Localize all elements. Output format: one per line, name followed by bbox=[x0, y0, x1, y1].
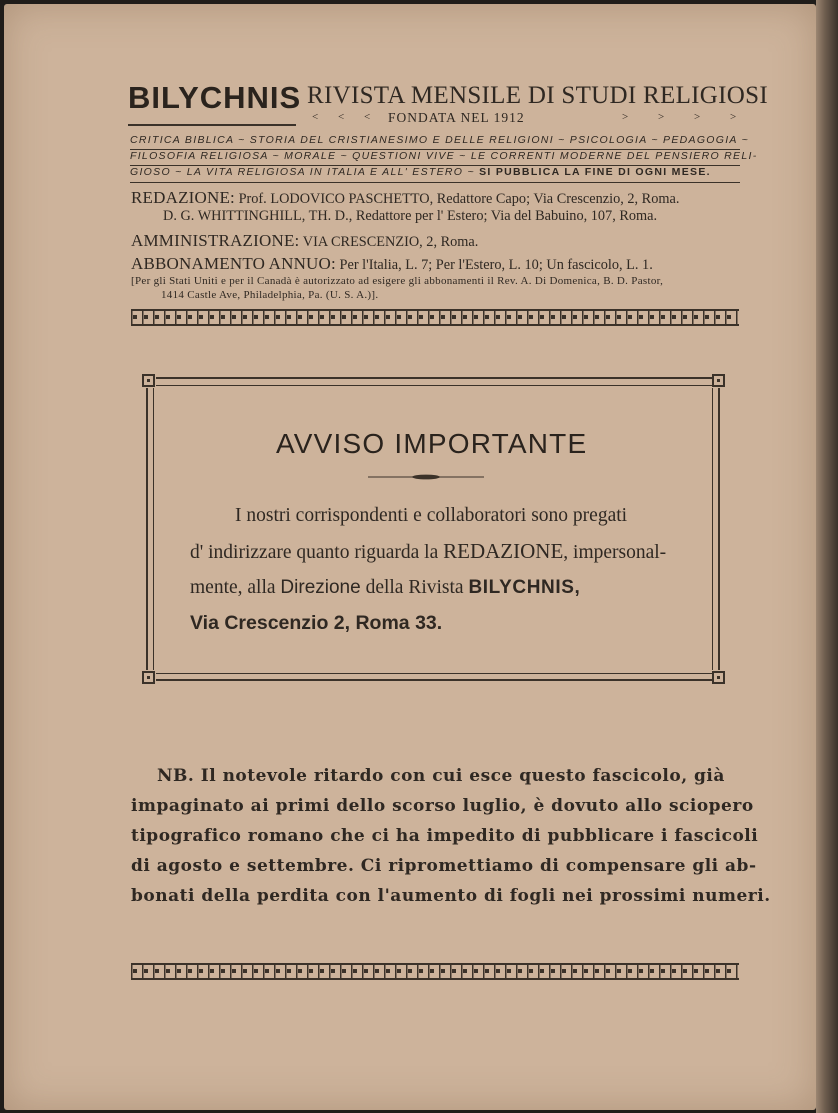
arrow-right-icon: > bbox=[658, 111, 665, 123]
nb-line-4: di agosto e settembre. Ci ripromettiamo di compensare gli ab- bbox=[131, 856, 757, 876]
notice-line-2 bbox=[190, 539, 666, 564]
topics-line-1: CRITICA BIBLICA ~ STORIA DEL CRISTIANESIMO E DELLE RELIGIONI ~ PSICOLOGIA ~ PEDAGOGIA ~ bbox=[130, 134, 749, 146]
subscription-note-1: [Per gli Stati Uniti e per il Canadà è autorizzato ad esigere gli abbonamenti il Rev. A. Di Domenica, B. D. Pastor, bbox=[131, 275, 664, 287]
abbonamento-label: ABBONAMENTO ANNUO: bbox=[131, 254, 336, 273]
notice-line-2-text: d' indirizzare quanto riguarda la bbox=[190, 542, 444, 563]
notice-line-3-mid: della Rivista bbox=[360, 577, 469, 598]
arrow-left-icon: < bbox=[338, 111, 345, 123]
publication-schedule: SI PUBBLICA LA FINE DI OGNI MESE. bbox=[479, 166, 711, 178]
arrow-right-icon: > bbox=[730, 111, 737, 123]
notice-title: AVVISO IMPORTANTE bbox=[276, 428, 588, 459]
redazione-line-1 bbox=[131, 188, 679, 208]
notice-line-3 bbox=[190, 577, 580, 599]
masthead-underline bbox=[128, 124, 296, 126]
amministrazione-label: AMMINISTRAZIONE: bbox=[131, 231, 300, 250]
redazione-label: REDAZIONE: bbox=[131, 188, 235, 207]
redazione-line-2: D. G. WHITTINGHILL, TH. D., Redattore per l' Estero; Via del Babuino, 107, Roma. bbox=[163, 208, 658, 224]
nb-line-3: tipografico romano che ci ha impedito di pubblicare i fascicoli bbox=[131, 826, 759, 846]
direzione-word: Direzione bbox=[280, 577, 361, 598]
abbonamento-text: Per l'Italia, L. 7; Per l'Estero, L. 10; Un fascicolo, L. 1. bbox=[339, 257, 653, 273]
ornament-divider bbox=[368, 474, 484, 480]
topics-line-3-italic: GIOSO ~ LA VITA RELIGIOSA IN ITALIA E ALL' ESTERO ~ bbox=[130, 166, 480, 178]
decorative-border-bottom bbox=[131, 963, 739, 980]
topics-line-2: FILOSOFIA RELIGIOSA ~ MORALE ~ QUESTIONI VIVE ~ LE CORRENTI MODERNE DEL PENSIERO RELI- bbox=[130, 150, 758, 162]
divider bbox=[130, 182, 740, 183]
arrow-right-icon: > bbox=[622, 111, 629, 123]
notice-address: Via Crescenzio 2, Roma 33. bbox=[190, 612, 443, 634]
notice-line-3-text: mente, alla bbox=[190, 577, 281, 598]
nb-line-1: NB. Il notevole ritardo con cui esce questo fascicolo, già bbox=[157, 766, 725, 786]
nb-line-2: impaginato ai primi dello scorso luglio, è dovuto allo sciopero bbox=[131, 796, 754, 816]
arrow-right-icon: > bbox=[694, 111, 701, 123]
amministrazione-line bbox=[131, 231, 478, 251]
redazione-word: REDAZIONE bbox=[443, 539, 564, 563]
bilychnis-word: BILYCHNIS, bbox=[468, 577, 581, 598]
amministrazione-text: VIA CRESCENZIO, 2, Roma. bbox=[302, 234, 479, 250]
subscription-note-2: 1414 Castle Ave, Philadelphia, Pa. (U. S. A.)]. bbox=[161, 289, 379, 301]
decorative-border-top bbox=[131, 309, 739, 326]
arrow-left-icon: < bbox=[312, 111, 319, 123]
nb-line-5: bonati della perdita con l'aumento di fogli nei prossimi numeri. bbox=[131, 886, 771, 906]
notice-line-1: I nostri corrispondenti e collaboratori sono pregati bbox=[235, 505, 628, 526]
founded-line: FONDATA NEL 1912 bbox=[388, 110, 525, 125]
redazione-text-1: Prof. LODOVICO PASCHETTO, Redattore Capo; Via Crescenzio, 2, Roma. bbox=[238, 191, 680, 207]
page-edge bbox=[816, 0, 838, 1113]
topics-line-3 bbox=[130, 166, 711, 178]
arrow-left-icon: < bbox=[364, 111, 371, 123]
masthead-title: BILYCHNIS bbox=[128, 80, 302, 115]
masthead-subtitle: RIVISTA MENSILE DI STUDI RELIGIOSI bbox=[307, 82, 768, 109]
notice-line-2-tail: , impersonal- bbox=[563, 542, 667, 563]
abbonamento-line bbox=[131, 254, 653, 274]
